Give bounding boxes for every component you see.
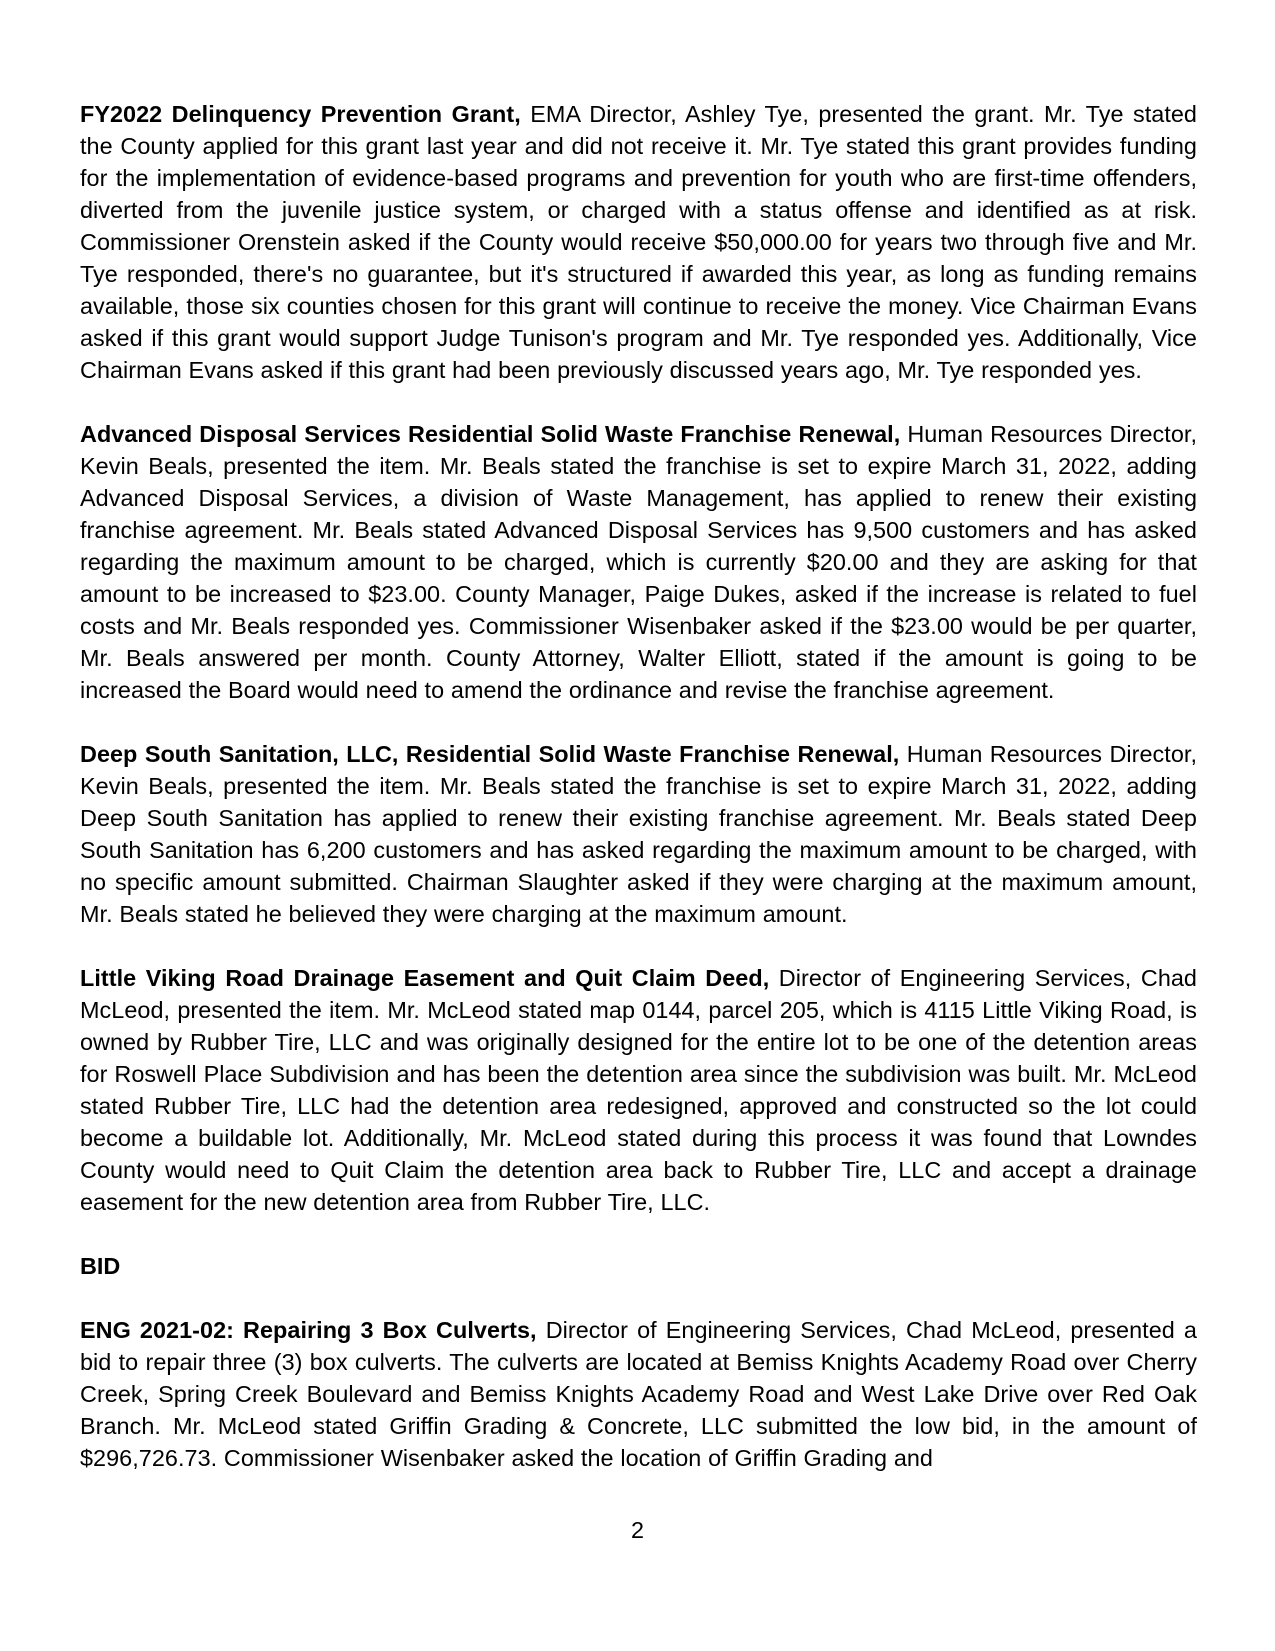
paragraph-deep-south-sanitation-franchise-renewal xyxy=(80,738,1197,930)
document-body xyxy=(80,98,1197,1474)
paragraph-lead-in: Deep South Sanitation, LLC, Residential Solid Waste Franchise Renewal, xyxy=(80,741,900,767)
paragraph-text: Human Resources Director, Kevin Beals, presented the item. Mr. Beals stated the franchise is set to expire March 31, 2022, adding Advanced Disposal Services, a division of Waste Management, has applied to renew their existing franchise agreement. Mr. Beals stated Advanced Disposal Services has 9,500 customers and has asked regarding the maximum amount to be charged, which is currently $20.00 and they are asking for that amount to be increased to $23.00. County Manager, Paige Dukes, asked if the increase is related to fuel costs and Mr. Beals responded yes. Commissioner Wisenbaker asked if the $23.00 would be per quarter, Mr. Beals answered per month. County Attorney, Walter Elliott, stated if the amount is going to be increased the Board would need to amend the ordinance and revise the franchise agreement. xyxy=(80,421,1198,703)
paragraph-eng-2021-02-repairing-3-box-culverts xyxy=(80,1314,1197,1474)
paragraph-text: Human Resources Director, Kevin Beals, presented the item. Mr. Beals stated the franchise is set to expire March 31, 2022, adding Deep South Sanitation has applied to renew their existing franchise agreement. Mr. Beals stated Deep South Sanitation has 6,200 customers and has asked regarding the maximum amount to be charged, with no specific amount submitted. Chairman Slaughter asked if they were charging at the maximum amount, Mr. Beals stated he believed they were charging at the maximum amount. xyxy=(80,741,1198,927)
paragraph-little-viking-road-drainage-easement xyxy=(80,962,1197,1218)
paragraph-lead-in: ENG 2021-02: Repairing 3 Box Culverts, xyxy=(80,1317,537,1343)
paragraph-text: EMA Director, Ashley Tye, presented the grant. Mr. Tye stated the County applied for this grant last year and did not receive it. Mr. Tye stated this grant provides funding for the implementation of evidence-based programs and prevention for youth who are first-time offenders, diverted from the juvenile justice system, or charged with a status offense and identified as at risk. Commissioner Orenstein asked if the County would receive $50,000.00 for years two through five and Mr. Tye responded, there's no guarantee, but it's structured if awarded this year, as long as funding remains available, those six counties chosen for this grant will continue to receive the money. Vice Chairman Evans asked if this grant would support Judge Tunison's program and Mr. Tye responded yes. Additionally, Vice Chairman Evans asked if this grant had been previously discussed years ago, Mr. Tye responded yes. xyxy=(80,101,1197,383)
paragraph-advanced-disposal-services-franchise-renewal xyxy=(80,418,1197,706)
paragraph-text: Director of Engineering Services, Chad McLeod, presented a bid to repair three (3) box culverts. The culverts are located at Bemiss Knights Academy Road over Cherry Creek, Spring Creek Boulevard and Bemiss Knights Academy Road and West Lake Drive over Red Oak Branch. Mr. McLeod stated Griffin Grading & Concrete, LLC submitted the low bid, in the amount of $296,726.73. Commissioner Wisenbaker asked the location of Griffin Grading and xyxy=(80,1317,1197,1471)
paragraph-lead-in: Little Viking Road Drainage Easement and Quit Claim Deed, xyxy=(80,965,770,991)
paragraph-lead-in: FY2022 Delinquency Prevention Grant, xyxy=(80,101,521,127)
page-number: 2 xyxy=(630,1517,644,1543)
section-heading-bid: BID xyxy=(80,1253,121,1279)
paragraph-fy2022-delinquency-prevention-grant xyxy=(80,98,1197,386)
paragraph-lead-in: Advanced Disposal Services Residential Solid Waste Franchise Renewal, xyxy=(80,421,901,447)
paragraph-text: Director of Engineering Services, Chad McLeod, presented the item. Mr. McLeod stated map 0144, parcel 205, which is 4115 Little Viking Road, is owned by Rubber Tire, LLC and was originally designed for the entire lot to be one of the detention areas for Roswell Place Subdivision and has been the detention area since the subdivision was built. Mr. McLeod stated Rubber Tire, LLC had the detention area redesigned, approved and constructed so the lot could become a buildable lot. Additionally, Mr. McLeod stated during this process it was found that Lowndes County would need to Quit Claim the detention area back to Rubber Tire, LLC and accept a drainage easement for the new detention area from Rubber Tire, LLC. xyxy=(80,965,1197,1215)
